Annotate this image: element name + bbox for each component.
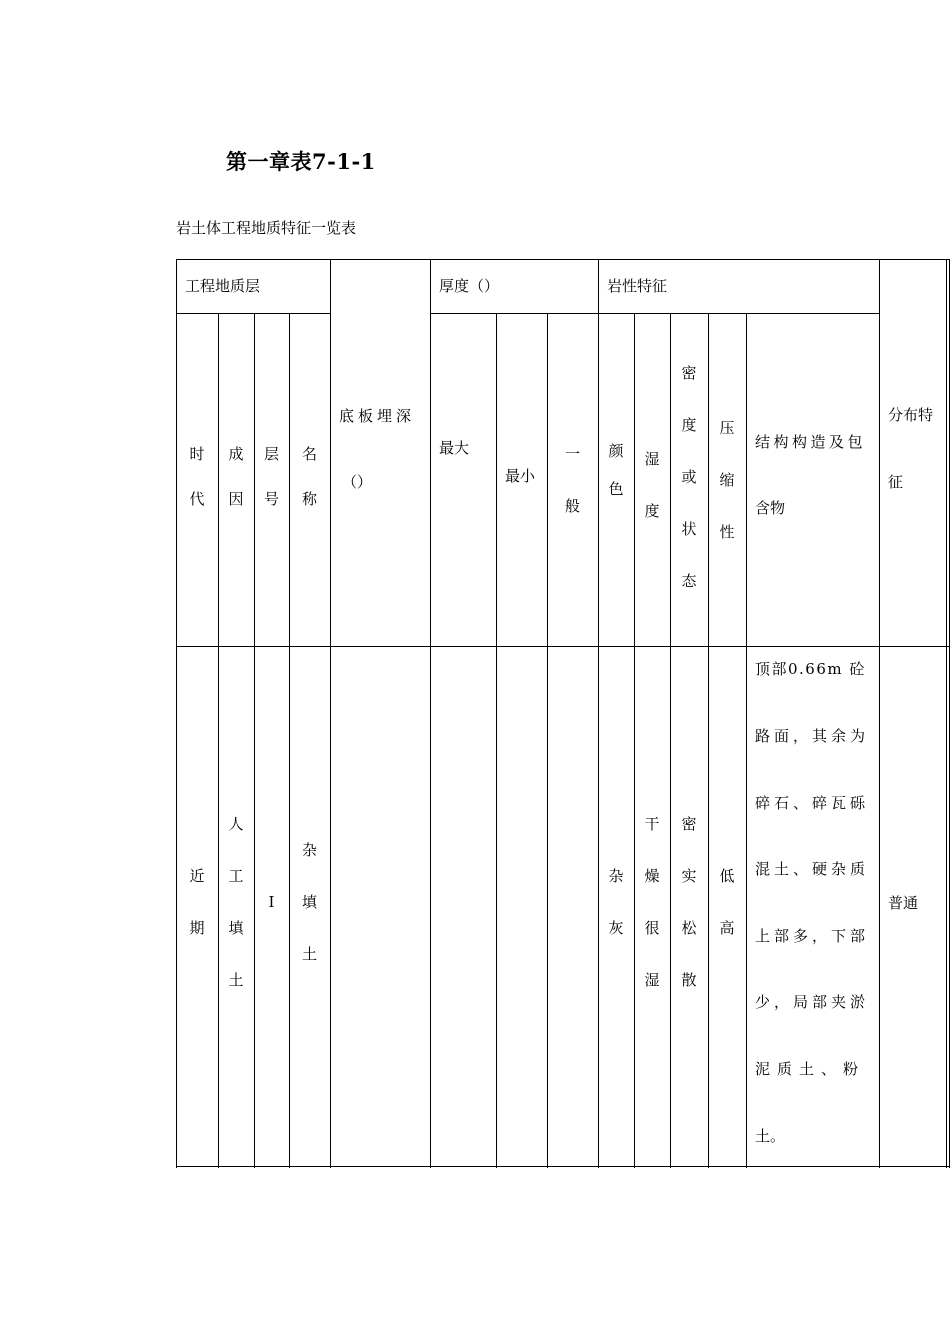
cell-char: 工	[228, 867, 244, 885]
header-origin	[218, 313, 254, 646]
cell-char: I	[268, 893, 275, 911]
header-density-state	[670, 313, 708, 646]
header-structure-line2: 含物	[755, 499, 786, 517]
header-structure-line1: 结构构造及包	[755, 433, 867, 451]
cell-char: 松	[681, 919, 697, 937]
row-structure-line: 碎石、碎瓦砾	[755, 794, 870, 812]
column-divider	[946, 259, 947, 1168]
cell-char: 颜	[608, 441, 624, 460]
row-name	[289, 646, 330, 1166]
row-structure-line: 少，局部夹淤	[755, 993, 870, 1011]
cell-char: 灰	[608, 919, 624, 937]
cell-char: 号	[263, 490, 279, 508]
cell-char: 实	[681, 867, 697, 885]
table-caption: 岩土体工程地质特征一览表	[176, 219, 357, 237]
cell-char: 低	[719, 867, 735, 885]
header-thickness: 厚度（）	[439, 276, 500, 295]
cell-char: 一	[564, 444, 580, 463]
row-structure-line: 顶部0.66m 砼	[755, 660, 866, 678]
cell-char: 性	[719, 522, 735, 541]
cell-char: 缩	[719, 470, 735, 489]
cell-char: 态	[681, 571, 697, 590]
header-floor-depth-line2: （）	[342, 473, 373, 491]
cell-char: 度	[644, 501, 660, 520]
row-color	[598, 646, 634, 1166]
header-thickness-general	[547, 313, 598, 646]
header-distribution-line1: 分布特	[888, 406, 934, 424]
cell-char: 燥	[644, 867, 660, 885]
header-floor-depth	[330, 313, 430, 646]
header-thickness-min: 最小	[505, 467, 536, 485]
cell-char: 高	[719, 919, 735, 937]
cell-char: 填	[228, 919, 244, 937]
row-structure-line: 泥质土、粉	[755, 1060, 866, 1078]
cell-char: 密	[681, 363, 697, 382]
row-structure-line: 上部多，下部	[755, 927, 870, 945]
cell-char: 杂	[608, 867, 624, 885]
row-origin	[218, 646, 254, 1166]
cell-char: 很	[644, 919, 660, 937]
cell-char: 或	[681, 467, 697, 486]
cell-char: 时	[189, 445, 205, 463]
row-distribution: 普通	[888, 894, 919, 912]
cell-char: 杂	[301, 841, 317, 859]
cell-char: 色	[608, 479, 624, 498]
cell-char: 散	[681, 971, 697, 989]
cell-char: 代	[189, 490, 205, 508]
row-age	[176, 646, 218, 1166]
row-structure-line: 路面，其余为	[755, 727, 870, 745]
cell-char: 湿	[644, 449, 660, 468]
row-structure-line: 混土、硬杂质	[755, 860, 870, 878]
header-floor-depth-line1: 底板埋深	[339, 407, 416, 425]
cell-char: 度	[681, 415, 697, 434]
header-name	[289, 313, 330, 646]
header-humidity	[634, 313, 670, 646]
cell-char: 近	[189, 867, 205, 885]
cell-char: 人	[228, 815, 244, 833]
geology-table	[176, 259, 950, 1169]
cell-char: 土	[301, 945, 317, 963]
header-compressibility	[708, 313, 746, 646]
row-structure-line: 土。	[755, 1127, 786, 1145]
row-humidity	[634, 646, 670, 1166]
cell-char: 名	[301, 445, 317, 463]
row-compressibility	[708, 646, 746, 1166]
header-structure	[746, 313, 879, 646]
header-thickness-max: 最大	[439, 439, 470, 457]
chapter-title: 第一章表7-1-1	[226, 149, 376, 174]
table-bottom-border	[176, 1166, 950, 1167]
cell-char: 湿	[644, 971, 660, 989]
cell-char: 因	[228, 490, 244, 508]
header-layer-number	[254, 313, 289, 646]
cell-char: 状	[681, 519, 697, 538]
header-geology-layer: 工程地质层	[185, 276, 261, 295]
cell-char: 土	[228, 971, 244, 989]
cell-char: 压	[719, 418, 735, 437]
row-structure	[746, 646, 879, 1166]
cell-char: 干	[644, 815, 660, 833]
cell-char: 般	[564, 496, 580, 515]
cell-char: 成	[228, 445, 244, 463]
cell-char: 层	[263, 445, 279, 463]
row-layer-number	[254, 646, 289, 1166]
row-density-state	[670, 646, 708, 1166]
header-distribution	[879, 259, 946, 646]
cell-char: 称	[301, 490, 317, 508]
header-color	[598, 313, 634, 646]
cell-char: 期	[189, 919, 205, 937]
cell-char: 填	[301, 893, 317, 911]
cell-char: 密	[681, 815, 697, 833]
header-rock-properties: 岩性特征	[607, 276, 668, 295]
header-age	[176, 313, 218, 646]
header-distribution-line2: 征	[888, 473, 904, 491]
